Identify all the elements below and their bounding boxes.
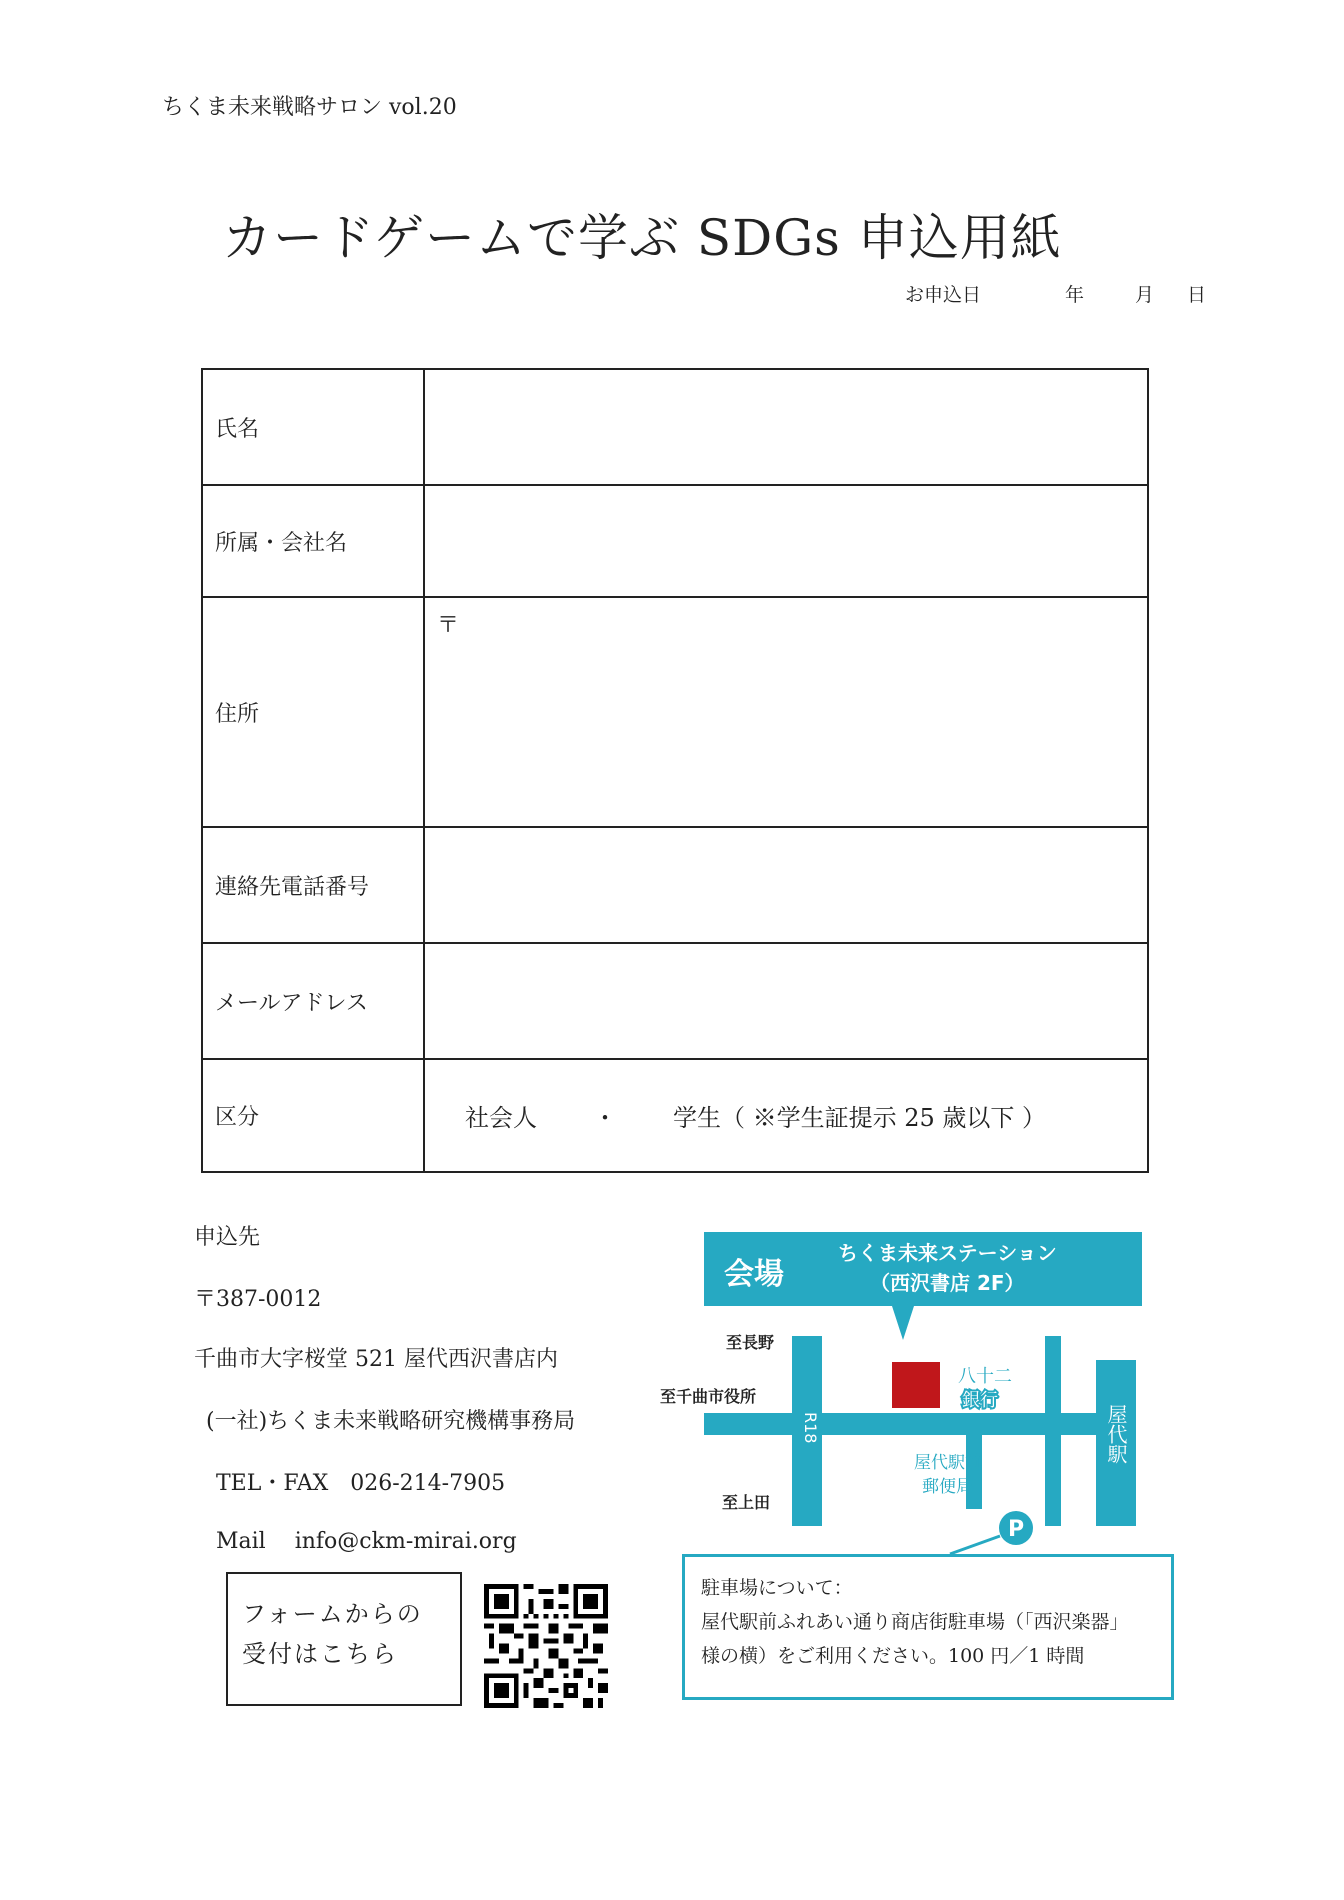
name-label: 氏名 xyxy=(202,369,424,485)
email-field[interactable] xyxy=(424,943,1148,1059)
date-label: お申込日 xyxy=(905,284,982,306)
contact-org: (一社)ちくま未来戦略研究機構事務局 xyxy=(206,1409,576,1434)
parking-line-2: 様の横）をご利用ください。100 円／1 時間 xyxy=(701,1645,1085,1667)
parking-mark: P xyxy=(1008,1517,1025,1542)
org-field[interactable] xyxy=(424,485,1148,597)
category-field[interactable] xyxy=(424,1059,1148,1172)
postal-mark: 〒 xyxy=(437,613,460,638)
parking-line-1: 屋代駅前ふれあい通り商店街駐車場（「西沢楽器」 xyxy=(701,1611,1129,1633)
bank-label-2: 銀行 xyxy=(962,1390,998,1411)
post-office-label-2: 郵便局 xyxy=(922,1477,973,1497)
address-label: 住所 xyxy=(202,597,424,827)
contact-postal: 〒387-0012 xyxy=(194,1287,322,1312)
venue-label: 会場 xyxy=(724,1257,784,1292)
post-office-label-1: 屋代駅前 xyxy=(914,1453,982,1473)
application-date xyxy=(905,280,1206,307)
contact-tel: TEL・FAX 026-214-7905 xyxy=(216,1471,506,1496)
venue-sub: （西沢書店 2F） xyxy=(870,1271,1025,1295)
route-label: R18 xyxy=(801,1412,820,1444)
name-field[interactable] xyxy=(424,369,1148,485)
page-title: カードゲームで学ぶ SDGs 申込用紙 xyxy=(222,209,1062,267)
date-month: 月 xyxy=(1135,284,1155,306)
address-field[interactable] xyxy=(424,597,1148,827)
venue-map xyxy=(660,1232,1180,1582)
form-link-box[interactable]: フォームからの受付はこちら xyxy=(226,1572,462,1706)
contact-mail: Mail info@ckm-mirai.org xyxy=(216,1529,517,1554)
phone-field[interactable] xyxy=(424,827,1148,943)
parking-info-box xyxy=(682,1554,1174,1700)
contact-address: 千曲市大字桜堂 521 屋代西沢書店内 xyxy=(194,1347,558,1372)
date-year: 年 xyxy=(1065,284,1085,306)
venue-name: ちくま未来ステーション xyxy=(838,1241,1057,1265)
category-label: 区分 xyxy=(202,1059,424,1172)
category-option-worker[interactable]: 社会人 xyxy=(465,1104,537,1132)
station-label: 屋代駅 xyxy=(1104,1404,1128,1464)
category-separator: ・ xyxy=(593,1104,617,1132)
application-form xyxy=(201,368,1149,1173)
category-option-student[interactable]: 学生（ ※学生証提示 25 歳以下 ） xyxy=(673,1104,1047,1132)
parking-title: 駐車場について： xyxy=(701,1577,853,1599)
bank-label-1: 八十二 xyxy=(958,1366,1012,1387)
email-label: メールアドレス xyxy=(202,943,424,1059)
date-day: 日 xyxy=(1187,284,1207,306)
series-title: ちくま未来戦略サロン vol.20 xyxy=(162,95,457,120)
venue-marker xyxy=(892,1362,940,1408)
to-city-hall-label: 至千曲市役所 xyxy=(660,1387,757,1406)
to-ueda-label: 至上田 xyxy=(722,1493,771,1512)
side-street xyxy=(1045,1336,1061,1526)
org-label: 所属・会社名 xyxy=(202,485,424,597)
to-nagano-label: 至長野 xyxy=(726,1333,775,1352)
qr-code-icon[interactable] xyxy=(484,1584,608,1708)
contact-heading: 申込先 xyxy=(194,1225,261,1250)
phone-label: 連絡先電話番号 xyxy=(202,827,424,943)
